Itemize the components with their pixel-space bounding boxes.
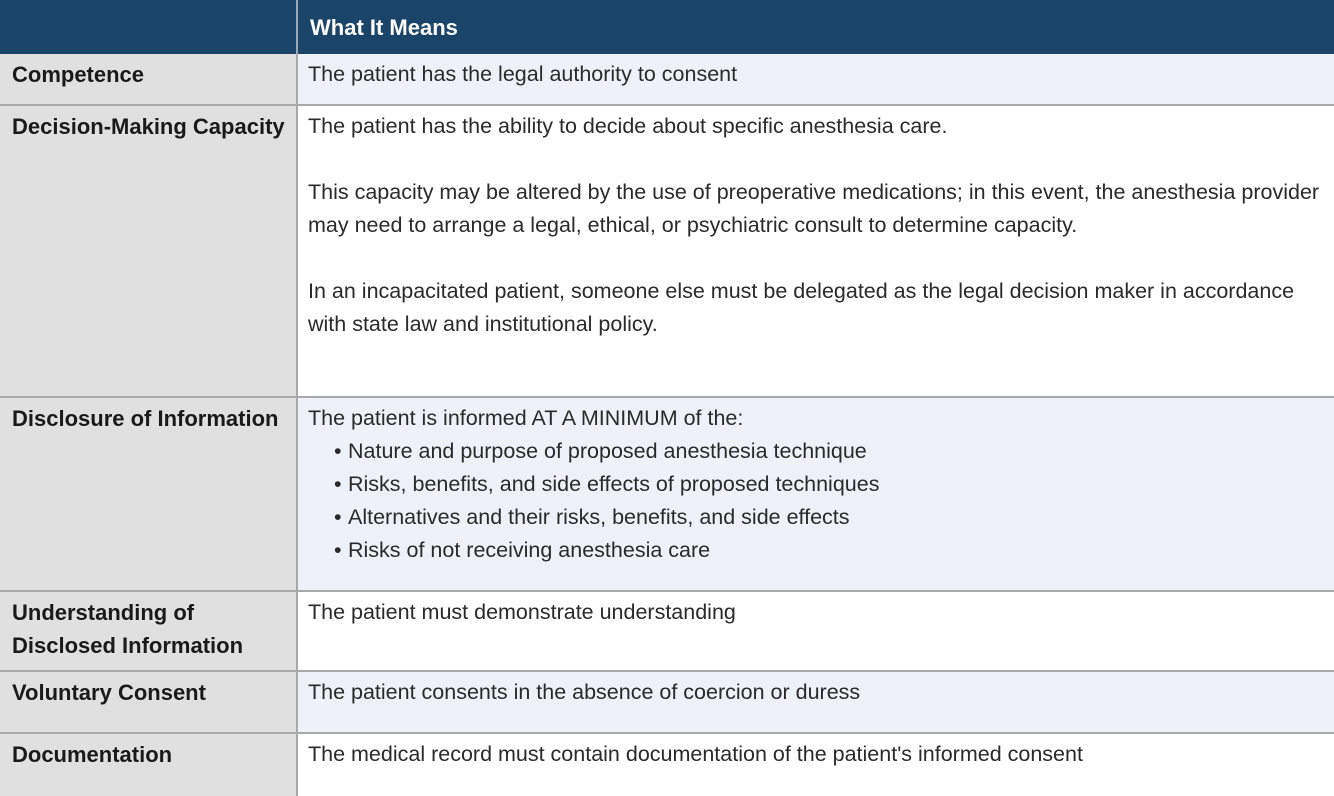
meaning-paragraph: This capacity may be altered by the use of preoperative medications; in this event, the anesthesia provider may need to arrange a legal, ethical, or psychiatric consult to determine capacity. [308,180,1320,237]
table-row [0,734,1334,796]
list-item [308,501,1332,534]
list-item-text: Nature and purpose of proposed anesthesia technique [348,439,867,463]
meaning-text [308,110,1332,341]
header-cell-term [0,0,298,54]
term-cell [0,106,298,396]
table-row [0,54,1334,106]
meaning-paragraph: The patient consents in the absence of coercion or duress [308,680,861,704]
meaning-cell [298,734,1334,796]
table-row [0,106,1334,398]
bullet-icon: • [334,439,342,463]
list-item [308,435,1332,468]
meaning-paragraph: The medical record must contain documentation of the patient's informed consent [308,742,1083,766]
meaning-paragraph: The patient has the legal authority to consent [308,62,738,86]
meaning-text [308,58,1332,91]
term-cell [0,734,298,796]
term-label: Understanding of Disclosed Information [12,600,244,658]
term-label: Decision-Making Capacity [12,114,285,139]
meaning-paragraph: The patient has the ability to decide about specific anesthesia care. [308,114,948,138]
meaning-cell [298,54,1334,104]
meaning-paragraph: The patient must demonstrate understanding [308,600,736,624]
bullet-icon: • [334,505,342,529]
term-label: Documentation [12,742,173,767]
meaning-cell [298,592,1334,670]
bullet-icon: • [334,538,342,562]
term-cell [0,398,298,590]
list-item-text: Alternatives and their risks, benefits, and side effects [348,505,850,529]
term-cell [0,54,298,104]
list-item-text: Risks of not receiving anesthesia care [348,538,711,562]
list-item [308,534,1332,567]
meaning-text [308,596,1332,629]
meaning-paragraph: The patient is informed AT A MINIMUM of the: [308,406,744,430]
table-header [0,0,1334,54]
list-item-text: Risks, benefits, and side effects of proposed techniques [348,472,880,496]
term-cell [0,592,298,670]
table-row [0,672,1334,734]
bullet-list [308,435,1332,567]
meaning-text [308,402,1332,567]
term-label: Disclosure of Information [12,406,279,431]
meaning-cell [298,398,1334,590]
table-row [0,398,1334,592]
term-label: Voluntary Consent [12,680,206,705]
header-cell-meaning: What It Means [310,15,458,40]
bullet-icon: • [334,472,342,496]
meaning-text [308,676,1332,709]
term-label: Competence [12,62,145,87]
meaning-cell [298,106,1334,396]
meaning-paragraph: In an incapacitated patient, someone else must be delegated as the legal decision maker in accordance with state law and institutional policy. [308,279,1295,336]
term-cell [0,672,298,732]
meaning-cell [298,672,1334,732]
table-row [0,592,1334,672]
list-item [308,468,1332,501]
meaning-text [308,738,1332,771]
